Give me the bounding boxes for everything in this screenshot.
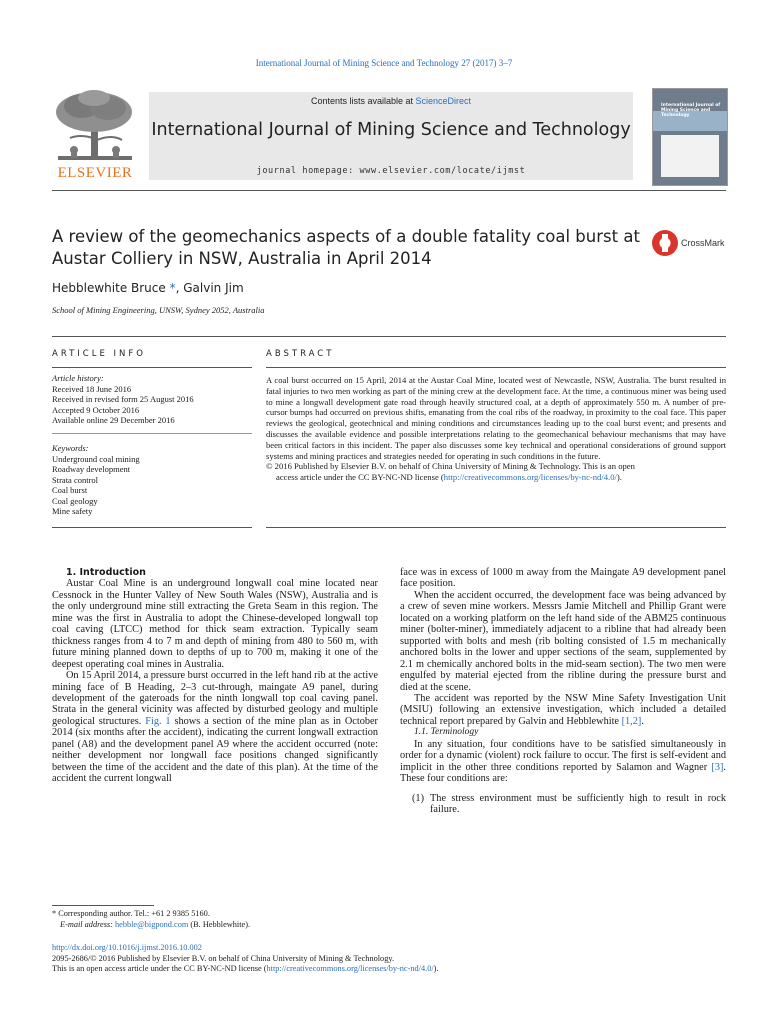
paragraph-text: On 15 April 2014, a pressure burst occurred in the left hand rib at the active mining face of B Heading, 2–3 cut-through, maingate A9 panel, during development of the gateroads for the ninth longwall top coal caving panel. Strata in the general vicinity was affected by disturbed geology and multiple geological structures. — [52, 670, 378, 727]
body-paragraph: Austar Coal Mine is an underground longwall coal mine located near Cessnock in the Hunter Valley of New South Wales (NSW), Australia and is the only underground mine still extracting the Greta Seam in this region. The mine was the first in Australia to adopt the Chinese-developed longwall top coal caving (LTCC) method for thick seam extraction. Typically seam thickness ranges from 4 to 7 m and depth of mining from 480 to 560 m, with future mining planned down to depths of up to 700 m, making it one of the deepest operating coal mines in Australia. — [52, 578, 378, 670]
keywords-rule — [52, 433, 252, 434]
header-divider — [52, 190, 726, 191]
body-column-right — [400, 567, 726, 816]
keyword: Strata control — [52, 474, 99, 485]
history-item: Accepted 9 October 2016 — [52, 404, 140, 415]
license-prefix: access article under the CC BY-NC-ND license ( — [276, 472, 444, 483]
condition-item — [400, 793, 726, 816]
paragraph-text: shows a section of the mine plan as in October 2014 (six months after the accident), indicating the current longwall extraction panel (A8) and the development panel A9 where the accident occurred (note: neither development nor longwall face positions changed significantly between the time of the accident and the date of this plan). At the time of the accident the current longwall — [52, 715, 378, 785]
keyword: Underground coal mining — [52, 453, 140, 464]
footnote-text: Corresponding author. Tel.: +61 2 9385 5160. — [56, 909, 210, 918]
history-item: Available online 29 December 2016 — [52, 415, 175, 425]
keywords-label: Keywords: — [52, 443, 89, 453]
paragraph-text: . — [641, 715, 644, 727]
reference-link[interactable]: [1,2] — [621, 715, 642, 727]
author-name[interactable]: Galvin Jim — [183, 281, 244, 295]
journal-title: International Journal of Mining Science and Technology — [151, 120, 631, 140]
tree-icon — [52, 88, 138, 166]
paragraph-text: In any situation, four conditions have to be satisfied simultaneously in order for a dynamic (violent) rock failure to occur. The first is self-evident and implicit in the other three conditions reported by Salamon and Wagner — [400, 738, 726, 773]
journal-reference-link[interactable]: International Journal of Mining Science and Technology 27 (2017) 3–7 — [255, 58, 513, 68]
doi-link[interactable]: http://dx.doi.org/10.1016/j.ijmst.2016.10.002 — [52, 943, 202, 952]
open-access-line — [52, 964, 726, 975]
abstract-rule — [266, 367, 726, 368]
article-info-heading: ARTICLE INFO — [52, 349, 146, 359]
masthead — [52, 88, 726, 184]
corresponding-author-note — [52, 908, 378, 919]
corresponding-author-mark[interactable]: * — [169, 281, 176, 295]
abstract-license — [266, 472, 726, 483]
affiliation: School of Mining Engineering, UNSW, Sydney 2052, Australia — [52, 305, 265, 315]
elsevier-wordmark: ELSEVIER — [57, 165, 133, 181]
subsection-heading: 1.1. Terminology — [414, 727, 479, 738]
author-list — [52, 281, 244, 295]
email-label: E-mail address: — [60, 920, 115, 929]
condition-text: The stress environment must be sufficiently high to result in rock failure. — [430, 792, 726, 816]
paragraph-text: . These four conditions are: — [400, 761, 726, 785]
abstract-body — [266, 375, 726, 483]
figure-link[interactable]: Fig. 1 — [145, 715, 171, 727]
oa-license-link[interactable]: http://creativecommons.org/licenses/by-nc-nd/4.0/ — [266, 964, 434, 973]
journal-homepage[interactable]: journal homepage: www.elsevier.com/locate/ijmst — [256, 166, 526, 176]
footnote — [52, 908, 378, 930]
license-suffix: ). — [616, 472, 622, 483]
body-paragraph — [400, 693, 726, 727]
crossmark-label: CrossMark — [681, 238, 725, 248]
keywords — [52, 443, 252, 517]
article-title: A review of the geomechanics aspects of a double fatality coal burst at Austar Colliery in NSW, Australia in April 2014 — [52, 227, 640, 268]
body-paragraph — [52, 670, 378, 785]
history-label: Article history: — [52, 373, 104, 383]
crossmark-icon — [652, 230, 678, 256]
license-link[interactable]: http://creativecommons.org/licenses/by-nc-nd/4.0/ — [443, 472, 617, 483]
elsevier-logo[interactable] — [52, 88, 138, 184]
article-history — [52, 373, 252, 426]
journal-header-box — [149, 92, 633, 180]
footnote-mark: * — [52, 909, 57, 918]
keyword: Roadway development — [52, 464, 131, 474]
condition-number: (1) — [412, 792, 425, 804]
crossmark-badge[interactable] — [652, 230, 732, 258]
keyword: Mine safety — [52, 506, 93, 516]
email-suffix: (B. Hebblewhite). — [188, 920, 251, 929]
keyword: Coal burst — [52, 485, 88, 495]
cover-title: International Journal of Mining Science and Technology — [661, 103, 721, 118]
footnote-rule — [52, 905, 154, 906]
body-paragraph: When the accident occurred, the development face was being advanced by a crew of seven mine workers. Messrs Jamie Mitchell and Phillip Grant were located on a working platform on the left hand side of the ABM25 continuous miner (bolter-miner), immediately adjacent to a ribline that had already been supported with bolts and mesh (rib bolting consisted of 1.5 m mechanically anchored bolts in the lower and upper sections of the seam, supplemented by 2.1 m chemically anchored bolts in the mid-seam section). The two men were engulfed by material ejected from the ribline during the pressure burst and died at the scene. — [400, 589, 726, 693]
cover-panel — [661, 135, 719, 177]
abstract-heading: ABSTRACT — [266, 349, 335, 359]
article-info-rule — [52, 367, 252, 368]
article-info-bottom-rule — [52, 527, 252, 528]
oa-prefix: This is an open access article under the CC BY-NC-ND license ( — [52, 964, 267, 973]
keyword: Coal geology — [52, 495, 98, 506]
email-note — [52, 919, 378, 930]
author-separator: , — [175, 281, 184, 295]
body-column-left — [52, 567, 378, 785]
history-item: Received 18 June 2016 — [52, 383, 132, 394]
journal-cover-thumbnail[interactable] — [652, 88, 728, 186]
contents-line — [149, 96, 633, 106]
paragraph-text: The accident was reported by the NSW Mine Safety Investigation Unit (MSIU) following an extensive investigation, which included a detailed technical report prepared by Galvin and Hebblewhite — [400, 692, 726, 727]
history-item: Received in revised form 25 August 2016 — [52, 394, 194, 404]
author-name[interactable]: Hebblewhite Bruce — [52, 281, 166, 295]
abstract-copyright: © 2016 Published by Elsevier B.V. on behalf of China University of Mining & Technology. This is an open — [266, 461, 635, 472]
section-heading: 1. Introduction — [66, 567, 146, 578]
reference-link[interactable]: [3] — [711, 761, 724, 773]
section-divider — [52, 336, 726, 337]
body-paragraph-continued: face was in excess of 1000 m away from the Maingate A9 development panel face position. — [400, 567, 726, 590]
contents-prefix: Contents lists available at — [310, 96, 416, 106]
body-paragraph — [400, 739, 726, 785]
oa-suffix: ). — [433, 964, 439, 973]
abstract-bottom-rule — [266, 527, 726, 528]
issn-line: 2095-2686/© 2016 Published by Elsevier B.V. on behalf of China University of Mining & Technology. — [52, 953, 395, 963]
page-footer — [52, 943, 726, 975]
sciencedirect-link[interactable]: ScienceDirect — [415, 96, 472, 106]
email-link[interactable]: hebble@bigpond.com — [115, 920, 189, 929]
abstract-text: A coal burst occurred on 15 April, 2014 at the Austar Coal Mine, located west of Newcastle, NSW, Australia. The burst resulted in fatal injuries to two men working as part of the mining crew at the development face. At the time, a continuous miner was being used to mine a longwall development gate road through heavily structured coal, at a depth of approximately 550 m. A number of pre-cursor bumps had occurred on previous shifts, emanating from the coal ribs of the roadway, in proximity to the coal face. This paper reviews the geological, geotechnical and mining conditions and circumstances leading up to the coal burst event; and presents and discusses the available evidence and possible interpretations relating to the geomechanical behaviour mechanisms that may have been critical factors in this incident. The paper also discusses some key technical and operational considerations of ground support systems and mining practices and strategies needed for operating in such conditions in the future. — [266, 375, 726, 461]
